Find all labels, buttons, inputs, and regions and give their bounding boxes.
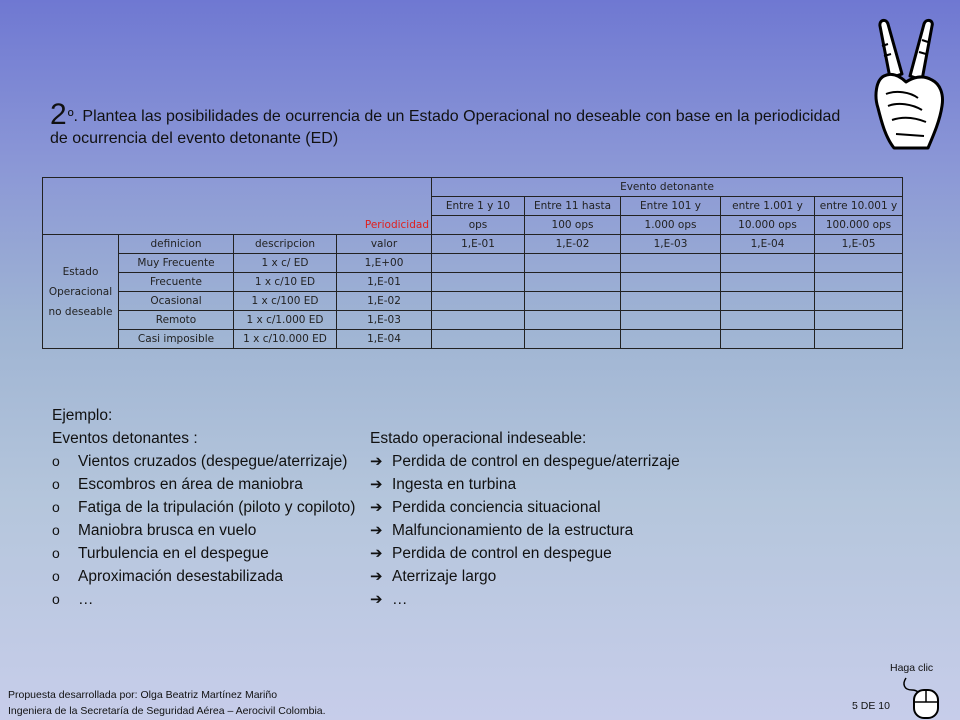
row-definicion: Remoto [119,311,234,330]
event-col-1-value: 1,E-01 [432,235,525,254]
event-col-4-line2: 10.000 ops [721,216,815,235]
periodicity-table-container [42,177,903,349]
row-definicion: Frecuente [119,273,234,292]
empty-cell [432,273,525,292]
row-valor: 1,E-01 [337,273,432,292]
event-col-4-line1: entre 1.001 y [721,197,815,216]
event-text: Aproximación desestabilizada [78,568,284,585]
empty-cell [432,311,525,330]
row-valor: 1,E-03 [337,311,432,330]
event-col-3-value: 1,E-03 [621,235,721,254]
empty-cell [721,311,815,330]
empty-cell [815,330,903,349]
event-text: Turbulencia en el despegue [78,545,269,562]
two-fingers-hand-icon [866,16,948,152]
list-item [52,565,680,588]
arrow-right-icon: ➔ [370,522,383,539]
example-title: Ejemplo: [52,407,113,424]
event-col-3-line2: 1.000 ops [621,216,721,235]
empty-cell [815,273,903,292]
event-col-2-value: 1,E-02 [525,235,621,254]
estado-header: Estado operacional indeseable: [370,430,587,447]
periodicidad-label: Periodicidad [43,178,432,235]
arrow-right-icon: ➔ [370,453,383,470]
bullet-icon: o [52,499,60,515]
table-row [43,311,903,330]
empty-cell [721,330,815,349]
empty-cell [432,254,525,273]
estado-operacional-label: Estado Operacional no deseable [43,235,119,349]
state-text: … [392,591,408,608]
empty-cell [721,273,815,292]
evento-detonante-header: Evento detonante [432,178,903,197]
arrow-right-icon: ➔ [370,591,383,608]
arrow-right-icon: ➔ [370,476,383,493]
row-definicion: Ocasional [119,292,234,311]
row-valor: 1,E-04 [337,330,432,349]
row-descripcion: 1 x c/ ED [234,254,337,273]
event-col-4-value: 1,E-04 [721,235,815,254]
list-item [52,588,680,611]
event-text: Vientos cruzados (despegue/aterrizaje) [78,453,348,470]
table-row [43,254,903,273]
bullet-icon: o [52,591,60,607]
event-col-2-line2: 100 ops [525,216,621,235]
event-col-1-line1: Entre 1 y 10 [432,197,525,216]
empty-cell [432,292,525,311]
state-text: Aterrizaje largo [392,568,497,585]
table-row [43,292,903,311]
list-item [52,450,680,473]
click-hint-label[interactable]: Haga clic [890,662,934,674]
mouse-icon[interactable] [900,676,942,720]
empty-cell [721,292,815,311]
table-row [43,330,903,349]
state-text: Malfuncionamiento de la estructura [392,522,634,539]
empty-cell [721,254,815,273]
state-text: Ingesta en turbina [392,476,517,493]
event-col-3-line1: Entre 101 y [621,197,721,216]
empty-cell [621,254,721,273]
list-item [52,496,680,519]
row-definicion: Casi imposible [119,330,234,349]
bullet-icon: o [52,545,60,561]
row-definicion: Muy Frecuente [119,254,234,273]
empty-cell [525,273,621,292]
row-descripcion: 1 x c/100 ED [234,292,337,311]
row-descripcion: 1 x c/10.000 ED [234,330,337,349]
empty-cell [525,330,621,349]
empty-cell [525,292,621,311]
footer-credits [8,687,326,719]
empty-cell [621,292,721,311]
bullet-icon: o [52,476,60,492]
bullet-icon: o [52,568,60,584]
bullet-icon: o [52,522,60,538]
page-number: 5 DE 10 [852,700,890,712]
slide-heading [50,98,850,150]
empty-cell [621,273,721,292]
event-col-1-line2: ops [432,216,525,235]
row-descripcion: 1 x c/10 ED [234,273,337,292]
list-item [52,542,680,565]
empty-cell [432,330,525,349]
event-col-2-line1: Entre 11 hasta [525,197,621,216]
empty-cell [815,292,903,311]
event-text: Maniobra brusca en vuelo [78,522,257,539]
empty-cell [621,330,721,349]
bullet-icon: o [52,453,60,469]
heading-degree: º [67,108,74,125]
event-col-5-line2: 100.000 ops [815,216,903,235]
heading-number: 2 [50,98,67,131]
footer-author: Propuesta desarrollada por: Olga Beatriz Martínez Mariño [8,689,278,701]
state-text: Perdida conciencia situacional [392,499,601,516]
arrow-right-icon: ➔ [370,545,383,562]
event-text: … [78,591,94,608]
example-section [52,404,680,611]
row-valor: 1,E-02 [337,292,432,311]
list-item [52,473,680,496]
header-definicion: definicion [119,235,234,254]
empty-cell [815,254,903,273]
empty-cell [621,311,721,330]
arrow-right-icon: ➔ [370,499,383,516]
empty-cell [525,311,621,330]
list-item [52,519,680,542]
header-descripcion: descripcion [234,235,337,254]
table-row [43,273,903,292]
empty-cell [815,311,903,330]
periodicity-table [42,177,903,349]
heading-text: . Plantea las posibilidades de ocurrencia de un Estado Operacional no deseable con base en la periodicidad de ocurrencia del evento detonante (ED) [50,108,841,147]
arrow-right-icon: ➔ [370,568,383,585]
empty-cell [525,254,621,273]
row-valor: 1,E+00 [337,254,432,273]
event-col-5-line1: entre 10.001 y [815,197,903,216]
footer-affiliation: Ingeniera de la Secretaría de Seguridad Aérea – Aerocivil Colombia. [8,705,326,717]
row-descripcion: 1 x c/1.000 ED [234,311,337,330]
state-text: Perdida de control en despegue/aterrizaje [392,453,680,470]
state-text: Perdida de control en despegue [392,545,612,562]
eventos-header: Eventos detonantes : [52,430,198,447]
event-text: Escombros en área de maniobra [78,476,303,493]
header-valor: valor [337,235,432,254]
event-text: Fatiga de la tripulación (piloto y copiloto) [78,499,356,516]
event-col-5-value: 1,E-05 [815,235,903,254]
